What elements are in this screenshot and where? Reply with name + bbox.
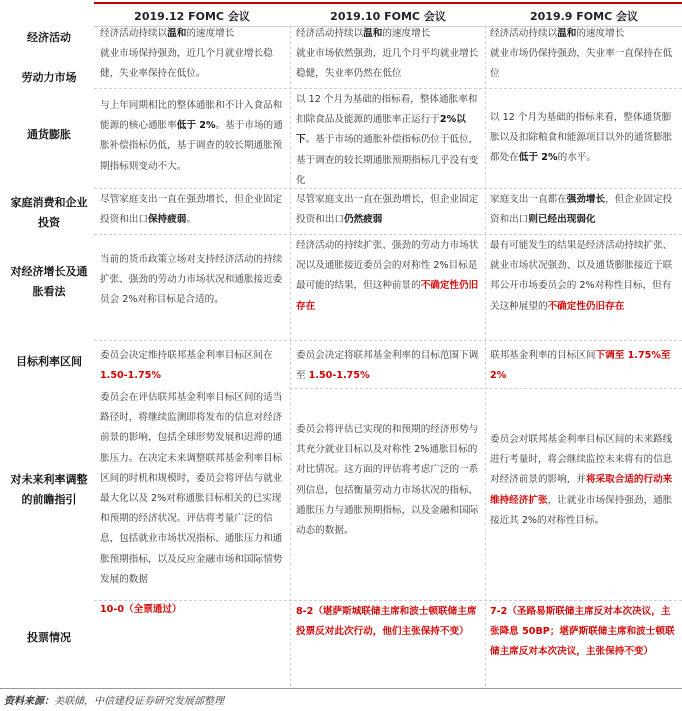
cell-guidance-2019-12: 委员会在评估联邦基金利率目标区间的适当路径时，将继续监测即将发布的信息对经济前景的影响，包括全球形势发展和迟滞的通胀压力。在决定未来调整联邦基金利率目标区间的时机和规模时，委员会将评估与就业最大化以及 2%对称通胀目标相关的已实现和预期的经济状况。评估将考量广泛的信息，包括就业市场状况指标、通胀压力和通胀预期指标，以及反应金融市场和国际情势发展的数据 — [100, 392, 283, 585]
cell-outlook-2019-10: 经济活动的持续扩张、强劲的劳动力市场状况以及通胀接近委员会的对称性 2%目标是最可能的结果，但这种前景的不确定性仍旧存在 — [296, 240, 479, 312]
cell-rate-2019-12: 委员会决定维持联邦基金利率目标区间在 1.50-1.75% — [100, 350, 273, 382]
row-label-activity: 经济活动 劳动力市场 — [21, 31, 77, 84]
row-label-outlook: 对经济增长及通 胀看法 — [10, 265, 88, 298]
cell-activity-2019-12: 经济活动持续以温和的速度增长 就业市场保持强劲，近几个月就业增长稳健，失业率保持在低位。 — [100, 28, 273, 80]
cell-outlook-2019-9: 最有可能发生的结果是经济活动持续扩张、就业市场状况强劲、以及通货膨胀接近于联邦公开市场委员会的 2%对称性目标，但有关这种展望的不确定性仍旧存在 — [490, 240, 673, 312]
cell-consumption-2019-10: 尽管家庭支出一直在强劲增长，但企业固定投资和出口仍然疲弱 — [296, 194, 479, 226]
cell-rate-2019-9: 联邦基金利率的目标区间下调至 1.75%至 2% — [490, 350, 671, 382]
row-label-consumption: 家庭消费和企业 投资 — [10, 196, 88, 229]
row-divider — [290, 388, 682, 389]
cell-activity-2019-9: 经济活动持续以温和的速度增长 就业市场仍保持强劲，失业率一直保持在低位 — [490, 28, 673, 80]
cell-vote-2019-10: 8-2（堪萨斯城联储主席和波士顿联储主席投票反对此次行动，他们主张保持不变） — [296, 606, 477, 638]
row-divider — [94, 188, 682, 189]
row-label-vote: 投票情况 — [27, 631, 71, 644]
cell-inflation-2019-12: 与上年同期相比的整体通胀和不计入食品和能源的核心通胀率低于 2%。基于市场的通胀补偿指标仍低，基于调查的较长期通胀预期指标则变动不大。 — [100, 100, 283, 172]
row-divider — [94, 340, 682, 341]
header-col-2019-9: 2019.9 FOMC 会议 — [530, 10, 638, 23]
cell-inflation-2019-9: 以 12 个月为基础的指标来看，整体通货膨胀以及扣除粮食和能源项目以外的通货膨胀都处在低于 2%的水平。 — [490, 112, 673, 164]
cell-guidance-2019-10: 委员会将评估已实现的和预期的经济形势与其充分就业目标以及对称性 2%通胀目标的对比情况。这方面的评估将考虑广泛的一系列信息，包括衡量劳动力市场状况的指标，通胀压力与通胀预期指标，以及金融和国际动态的数据。 — [296, 424, 479, 537]
cell-vote-2019-12: 10-0（全票通过） — [100, 604, 182, 615]
header-col-2019-12: 2019.12 FOMC 会议 — [134, 10, 250, 23]
table-bottom-rule — [0, 688, 682, 689]
cell-rate-2019-10: 委员会决定将联邦基金利率的目标范围下调至 1.50-1.75% — [296, 350, 479, 382]
row-divider — [94, 88, 682, 89]
source-note: 资料来源：美联储，中信建投证券研究发展部整理 — [4, 696, 224, 707]
header-col-2019-10: 2019.10 FOMC 会议 — [330, 10, 446, 23]
cell-guidance-2019-9: 委员会对联邦基金利率目标区间的未来路线进行考量时，将会继续监控未来将有的信息对经济前景的影响，并将采取合适的行动来维持经济扩张，让就业市场保持强劲，通胀接近其 2%的对称性目标。 — [490, 434, 673, 526]
cell-inflation-2019-10: 以 12 个月为基础的指标看，整体通胀率和扣除食品及能源的通胀率正运行于2%以下。基于市场的通胀补偿指标仍位于低位，基于调查的较长期通胀预期指标几乎没有变化 — [296, 94, 479, 186]
row-divider — [94, 234, 682, 235]
column-divider — [290, 26, 291, 686]
row-label-target-rate: 目标利率区间 — [16, 355, 82, 368]
cell-consumption-2019-9: 家庭支出一直都在强劲增长，但企业固定投资和出口则已经出现弱化 — [490, 194, 673, 226]
cell-activity-2019-10: 经济活动持续以温和的速度增长 就业市场依然强劲，近几个月平均就业增长稳健，失业率仍然在低位 — [296, 28, 479, 80]
row-label-inflation: 通货膨胀 — [27, 128, 71, 141]
row-label-guidance: 对未来利率调整 的前瞻指引 — [10, 473, 88, 506]
cell-vote-2019-9: 7-2（圣路易斯联储主席反对本次决议，主张降息 50BP；堪萨斯联储主席和波士顿联储主席反对本次决议，主张保持不变） — [490, 606, 675, 658]
cell-consumption-2019-12: 尽管家庭支出一直在强劲增长，但企业固定投资和出口保持疲弱。 — [100, 194, 283, 226]
cell-outlook-2019-12: 当前的货币政策立场对支持经济活动的持续扩张、强劲的劳动力市场状况和通胀接近委员会 2%对称目标是合适的。 — [100, 254, 283, 306]
column-divider — [485, 26, 486, 686]
